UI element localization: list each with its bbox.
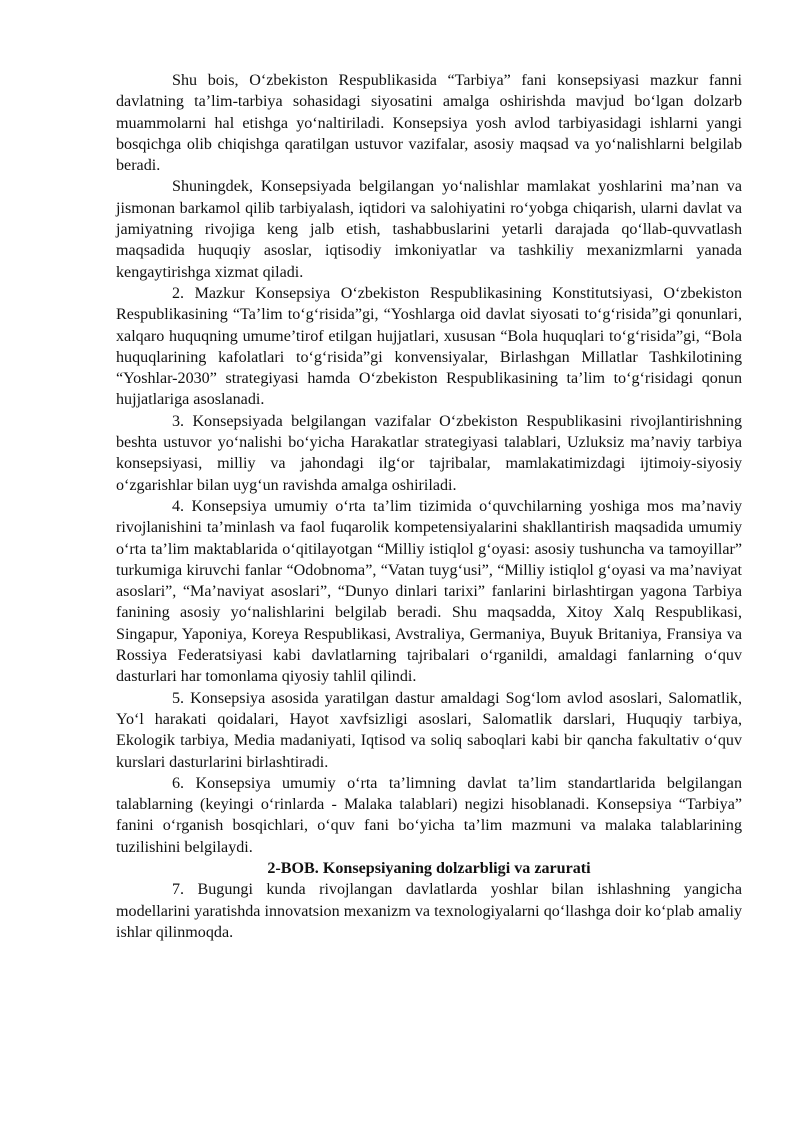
paragraph-item-3: 3. Konsepsiyada belgilangan vazifalar O‘zbekiston Respublikasini rivojlantirishning beshta ustuvor yo‘nalishi bo‘yicha Harakatlar strategiyasi talablari, Uzluksiz ma’naviy tarbiya konsepsiyasi, milliy va jahondagi ilg‘or tajribalar, mamlakatimizdagi ijtimoiy-siyosiy o‘zgarishlar bilan uyg‘un ravishda amalga oshiriladi. bbox=[116, 412, 742, 494]
paragraph-directions: Shuningdek, Konsepsiyada belgilangan yo‘nalishlar mamlakat yoshlarini ma’nan va jismonan barkamol qilib tarbiyalash, iqtidori va salohiyatini ro‘yobga chiqarish, ularni davlat va jamiyatning rivojiga keng jalb etish, tashabbuslarini yetarli darajada qo‘llab-quvvatlash maqsadida huquqiy asoslar, iqtisodiy imkoniyatlar va tashkiliy mexanizmlarni yanada kengaytirishga xizmat qiladi. bbox=[116, 178, 742, 281]
section-heading: 2-BOB. Konsepsiyaning dolzarbligi va zarurati bbox=[267, 859, 591, 877]
paragraph-item-7: 7. Bugungi kunda rivojlangan davlatlarda yoshlar bilan ishlashning yangicha modellarini yaratishda innovatsion mexanizm va texnologiyalarni qo‘llashga doir ko‘plab amaliy ishlar qilinmoqda. bbox=[116, 881, 742, 941]
document-page bbox=[116, 70, 742, 943]
paragraph-item-2: 2. Mazkur Konsepsiya O‘zbekiston Respublikasining Konstitutsiyasi, O‘zbekiston Respublikasining “Ta’lim to‘g‘risida”gi, “Yoshlarga oid davlat siyosati to‘g‘risida”gi qonunlari, xalqaro huquqning umume’tirof etilgan hujjatlari, xususan “Bola huquqlari to‘g‘risida”gi, “Bola huquqlarining kafolatlari to‘g‘risida”gi konvensiyalar, Birlashgan Millatlar Tashkilotining “Yoshlar-2030” strategiyasi hamda O‘zbekiston Respublikasining ta’lim to‘g‘risidagi qonun hujjatlariga asoslanadi. bbox=[116, 284, 742, 409]
paragraph-intro: Shu bois, O‘zbekiston Respublikasida “Tarbiya” fani konsepsiyasi mazkur fanni davlatning ta’lim-tarbiya sohasidagi siyosatini amalga oshirishda mavjud bo‘lgan dolzarb muammolarni hal etishga yo‘naltiriladi. Konsepsiya yosh avlod tarbiyasidagi ishlarni yangi bosqichga olib chiqishga qaratilgan ustuvor vazifalar, asosiy maqsad va yo‘nalishlarni belgilab beradi. bbox=[116, 72, 742, 175]
paragraph-item-5: 5. Konsepsiya asosida yaratilgan dastur amaldagi Sog‘lom avlod asoslari, Salomatlik, Yo‘l harakati qoidalari, Hayot xavfsizligi asoslari, Salomatlik darslari, Huquqiy tarbiya, Ekologik tarbiya, Media madaniyati, Iqtisod va soliq saboqlari kabi bir qancha fakultativ o‘quv kurslari dasturlarini birlashtiradi. bbox=[116, 689, 742, 771]
paragraph-item-6: 6. Konsepsiya umumiy o‘rta ta’limning davlat ta’lim standartlarida belgilangan talablarning (keyingi o‘rinlarda - Malaka talablari) negizi hisoblanadi. Konsepsiya “Tarbiya” fanini o‘rganish bosqichlari, o‘quv fani bo‘yicha ta’lim mazmuni va malaka talablarining tuzilishini belgilaydi. bbox=[116, 774, 742, 856]
paragraph-item-4: 4. Konsepsiya umumiy o‘rta ta’lim tizimida o‘quvchilarning yoshiga mos ma’naviy rivojlanishini ta’minlash va faol fuqarolik kompetensiyalarini shakllantirish maqsadida umumiy o‘rta ta’lim maktablarida o‘qitilayotgan “Milliy istiqlol g‘oyasi: asosiy tushuncha va tamoyillar” turkumiga kiruvchi fanlar “Odobnoma”, “Vatan tuyg‘usi”, “Milliy istiqlol g‘oyasi va ma’naviyat asoslari”, “Ma’naviyat asoslari”, “Dunyo dinlari tarixi” fanlarini birlashtirgan yagona Tarbiya fanining asosiy yo‘nalishlarini belgilab beradi. Shu maqsadda, Xitoy Xalq Respublikasi, Singapur, Yaponiya, Koreya Respublikasi, Avstraliya, Germaniya, Buyuk Britaniya, Fransiya va Rossiya Federatsiyasi kabi davlatlarning tajribalari o‘rganildi, amaldagi fanlarning o‘quv dasturlari har tomonlama qiyosiy tahlil qilindi. bbox=[116, 497, 742, 686]
